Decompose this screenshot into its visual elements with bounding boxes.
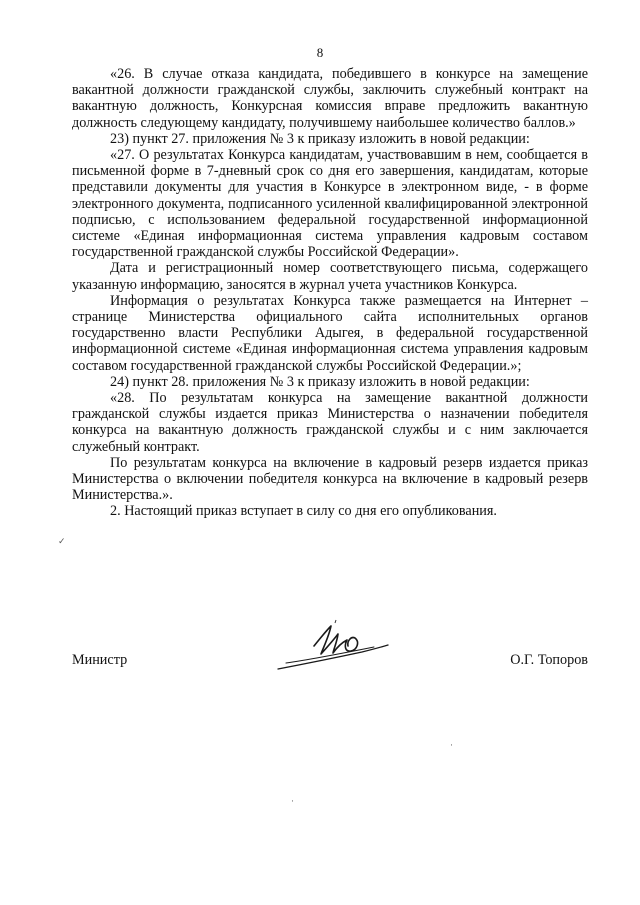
paragraph-26: «26. В случае отказа кандидата, победившего в конкурсе на замещение вакантной должности гражданской службы, заключить служебный контракт на вакантную должность, Конкурсная комиссия вправе предложить вакантную должность следующему кандидату, получившему наибольшее количество баллов.» — [72, 66, 588, 131]
paragraph-28: «28. По результатам конкурса на замещение вакантной должности гражданской службы издается приказ Министерства о назначении победителя конкурса на вакантную должность гражданской службы и с ним заключается служебный контракт. — [72, 390, 588, 455]
signer-name: О.Г. Топоров — [510, 652, 588, 668]
signature-block — [72, 648, 588, 678]
document-body — [72, 66, 588, 520]
handwritten-signature — [274, 616, 394, 674]
paragraph-effective: 2. Настоящий приказ вступает в силу со дня его опубликования. — [110, 503, 497, 520]
scan-speck: · — [291, 796, 294, 806]
paragraph-publication: Информация о результатах Конкурса также размещается на Интернет – странице Министерства официального сайта исполнительных органов государственно власти Республики Адыгея, в федеральной государственной информационной системе «Единая информационная система управления кадровым составом государственной гражданской службы Российской Федерации.»; — [72, 292, 588, 374]
signer-position: Министр — [72, 652, 128, 668]
paragraph-registration: Дата и регистрационный номер соответствующего письма, содержащего указанную информацию, заносятся в журнал учета участников Конкурса. — [72, 260, 588, 293]
paragraph-27: «27. О результатах Конкурса кандидатам, участвовавшим в нем, сообщается в письменной форме в 7-дневный срок со дня его завершения, кандидатам, которые представили документы для участия в Конкурсе в электронном виде, - в форме электронного документа, подписанного усиленной квалифицированной электронной подписью, с использованием федеральной государственной информационной системе «Единая информационная система управления кадровым составом государственной гражданской службы Российской Федерации». — [72, 147, 588, 261]
page-number: 8 — [316, 45, 324, 60]
scan-speck: · — [450, 740, 453, 750]
paragraph-amendment-23: 23) пункт 27. приложения № 3 к приказу изложить в новой редакции: — [110, 130, 530, 147]
scan-speck: ✓ — [58, 536, 66, 546]
paragraph-amendment-24: 24) пункт 28. приложения № 3 к приказу изложить в новой редакции: — [110, 373, 530, 390]
paragraph-reserve: По результатам конкурса на включение в кадровый резерв издается приказ Министерства о включении победителя конкурса на включение в кадровый резерв Министерства.». — [72, 454, 588, 504]
